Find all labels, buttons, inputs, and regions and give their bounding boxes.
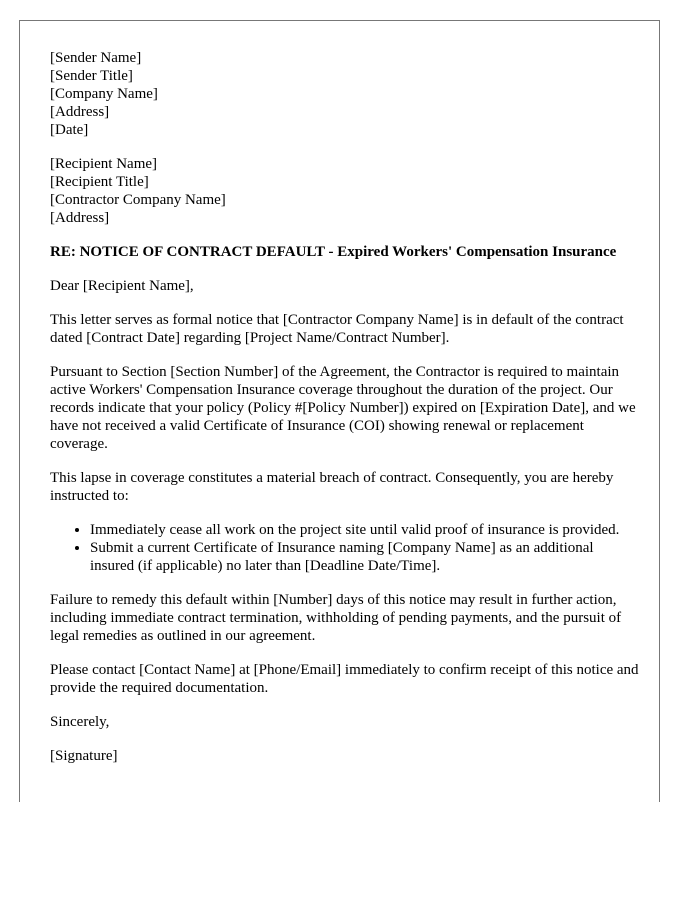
- sender-title: [Sender Title]: [50, 68, 133, 84]
- paragraph-insurance-requirement: Pursuant to Section [Section Number] of the Agreement, the Contractor is required to maintain active Workers' Compensation Insurance coverage throughout the duration of the project. Our records indicate that your policy (Policy #[Policy Number]) expired on [Expiration Date], and we have not received a valid Certificate of Insurance (COI) showing renewal or replacement coverage.: [50, 364, 636, 452]
- signoff: Sincerely,: [50, 714, 110, 730]
- sender-block: [50, 49, 640, 139]
- salutation: Dear [Recipient Name],: [50, 278, 194, 294]
- letter-page: [19, 20, 660, 802]
- letter-body: [50, 49, 640, 765]
- signature: [Signature]: [50, 748, 118, 764]
- sender-company: [Company Name]: [50, 86, 158, 102]
- recipient-title: [Recipient Title]: [50, 174, 149, 190]
- recipient-block: [50, 155, 640, 227]
- paragraph-contact: Please contact [Contact Name] at [Phone/Email] immediately to confirm receipt of this notice and provide the required documentation.: [50, 662, 639, 696]
- sender-address: [Address]: [50, 104, 110, 120]
- letter-date: [Date]: [50, 122, 89, 138]
- recipient-company: [Contractor Company Name]: [50, 192, 226, 208]
- subject-line: RE: NOTICE OF CONTRACT DEFAULT - Expired Workers' Compensation Insurance: [50, 244, 617, 260]
- recipient-name: [Recipient Name]: [50, 156, 158, 172]
- paragraph-remedy-warning: Failure to remedy this default within [Number] days of this notice may result in further action, including immediate contract termination, withholding of pending payments, and the pursuit of legal remedies as outlined in our agreement.: [50, 592, 622, 644]
- paragraph-breach: This lapse in coverage constitutes a material breach of contract. Consequently, you are hereby instructed to:: [50, 470, 614, 504]
- paragraph-default-notice: This letter serves as formal notice that [Contractor Company Name] is in default of the contract dated [Contract Date] regarding [Project Name/Contract Number].: [50, 312, 624, 346]
- sender-name: [Sender Name]: [50, 50, 142, 66]
- instruction-list: [50, 521, 640, 575]
- instruction-item: • Submit a current Certificate of Insurance naming [Company Name] as an additional insured (if applicable) no later than [Deadline Date/Time].: [90, 539, 640, 575]
- recipient-address: [Address]: [50, 210, 110, 226]
- instruction-item: • Immediately cease all work on the project site until valid proof of insurance is provided.: [90, 521, 640, 539]
